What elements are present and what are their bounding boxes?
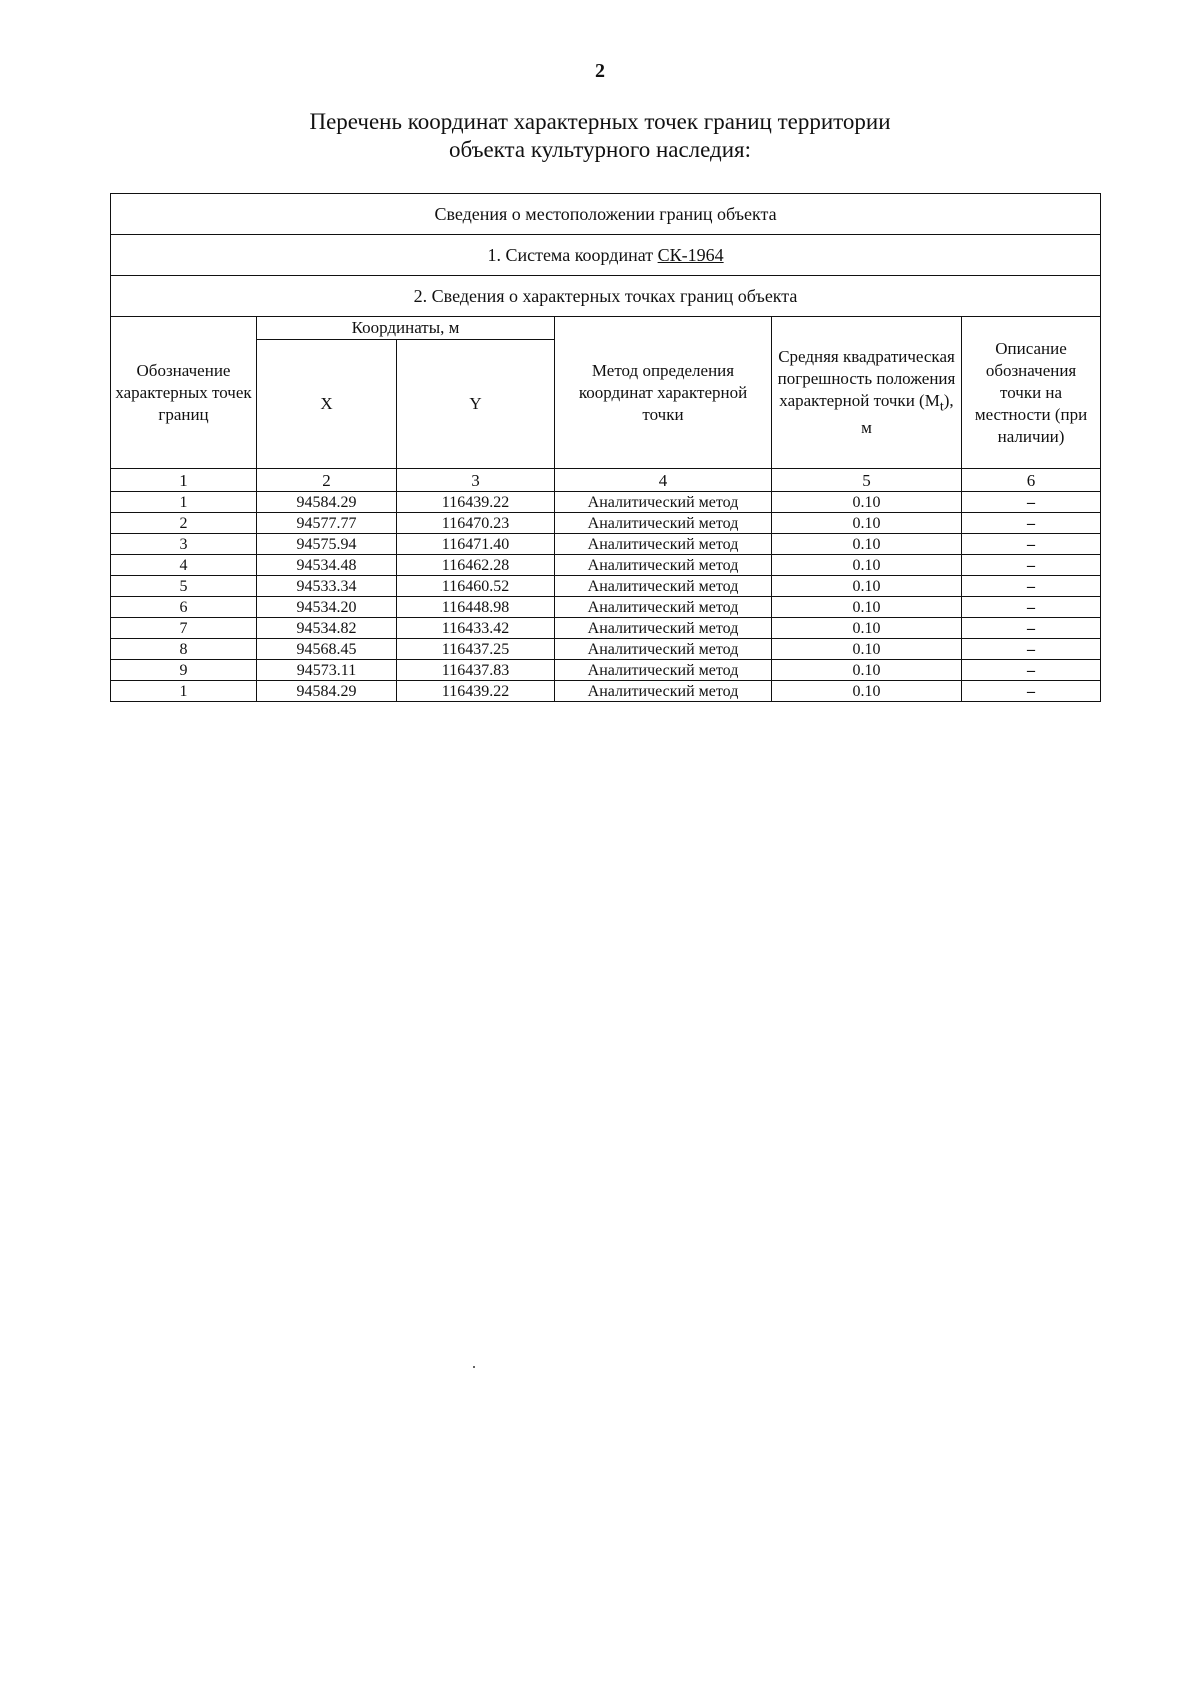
column-header-method: Метод определения координат характерной точки (555, 317, 772, 469)
cell-description: – (962, 555, 1101, 576)
cell-description: – (962, 513, 1101, 534)
cell-y: 116470.23 (397, 513, 555, 534)
cell-method: Аналитический метод (555, 555, 772, 576)
cell-point: 1 (111, 681, 257, 702)
cell-method: Аналитический метод (555, 513, 772, 534)
table-row (111, 555, 1101, 576)
cell-x: 94584.29 (257, 492, 397, 513)
column-header-designation: Обозначение характерных точек границ (111, 317, 257, 469)
cell-error: 0.10 (772, 555, 962, 576)
cell-description: – (962, 618, 1101, 639)
document-title-line-1: Перечень координат характерных точек границ территории (309, 109, 891, 134)
cell-description: – (962, 492, 1101, 513)
coord-system-cell (111, 235, 1101, 276)
cell-point: 4 (111, 555, 257, 576)
cell-method: Аналитический метод (555, 681, 772, 702)
column-numbers-row (111, 469, 1101, 492)
table-row (111, 492, 1101, 513)
coord-system-value: СК-1964 (657, 244, 724, 265)
cell-x: 94534.48 (257, 555, 397, 576)
cell-y: 116460.52 (397, 576, 555, 597)
cell-error: 0.10 (772, 681, 962, 702)
cell-y: 116471.40 (397, 534, 555, 555)
cell-method: Аналитический метод (555, 534, 772, 555)
cell-y: 116462.28 (397, 555, 555, 576)
cell-error: 0.10 (772, 660, 962, 681)
cell-error: 0.10 (772, 492, 962, 513)
column-number: 6 (962, 469, 1101, 492)
table-row (111, 513, 1101, 534)
coord-system-label: 1. Система координат (487, 244, 658, 265)
column-header-y: Y (397, 340, 555, 469)
cell-y: 116448.98 (397, 597, 555, 618)
column-number: 5 (772, 469, 962, 492)
coordinates-table (110, 193, 1101, 702)
column-header-description: Описание обозначения точки на местности (при наличии) (962, 317, 1101, 469)
cell-description: – (962, 597, 1101, 618)
cell-point: 3 (111, 534, 257, 555)
cell-error: 0.10 (772, 639, 962, 660)
cell-error: 0.10 (772, 576, 962, 597)
table-row (111, 639, 1101, 660)
error-header-subscript: t (939, 398, 944, 415)
cell-error: 0.10 (772, 618, 962, 639)
cell-y: 116439.22 (397, 681, 555, 702)
cell-y: 116433.42 (397, 618, 555, 639)
column-number: 4 (555, 469, 772, 492)
cell-x: 94534.82 (257, 618, 397, 639)
cell-description: – (962, 534, 1101, 555)
cell-x: 94575.94 (257, 534, 397, 555)
document-title (0, 108, 1200, 164)
cell-method: Аналитический метод (555, 576, 772, 597)
page-number: 2 (595, 60, 605, 82)
cell-method: Аналитический метод (555, 618, 772, 639)
error-header-main: Средняя квадратическая погрешность положения характерной точки (M (777, 346, 956, 410)
column-header-x: X (257, 340, 397, 469)
table-row (111, 660, 1101, 681)
error-header-unit: ), м (861, 390, 954, 438)
cell-method: Аналитический метод (555, 639, 772, 660)
cell-y: 116439.22 (397, 492, 555, 513)
cell-x: 94568.45 (257, 639, 397, 660)
table-row (111, 618, 1101, 639)
cell-error: 0.10 (772, 534, 962, 555)
table-row (111, 597, 1101, 618)
cell-point: 2 (111, 513, 257, 534)
table-row (111, 534, 1101, 555)
cell-x: 94534.20 (257, 597, 397, 618)
cell-point: 1 (111, 492, 257, 513)
table-row (111, 576, 1101, 597)
cell-point: 5 (111, 576, 257, 597)
cell-method: Аналитический метод (555, 660, 772, 681)
scan-speck (473, 1366, 475, 1368)
cell-error: 0.10 (772, 597, 962, 618)
cell-description: – (962, 681, 1101, 702)
cell-description: – (962, 639, 1101, 660)
cell-x: 94573.11 (257, 660, 397, 681)
table-row (111, 681, 1101, 702)
cell-method: Аналитический метод (555, 492, 772, 513)
cell-point: 8 (111, 639, 257, 660)
cell-point: 9 (111, 660, 257, 681)
table-heading: Сведения о местоположении границ объекта (111, 194, 1101, 235)
cell-y: 116437.83 (397, 660, 555, 681)
document-title-line-2: объекта культурного наследия: (448, 137, 752, 162)
column-header-coordinates: Координаты, м (257, 317, 555, 340)
points-heading: 2. Сведения о характерных точках границ объекта (111, 276, 1101, 317)
cell-x: 94577.77 (257, 513, 397, 534)
cell-description: – (962, 576, 1101, 597)
cell-point: 6 (111, 597, 257, 618)
cell-description: – (962, 660, 1101, 681)
column-number: 3 (397, 469, 555, 492)
cell-method: Аналитический метод (555, 597, 772, 618)
cell-x: 94533.34 (257, 576, 397, 597)
column-header-error (772, 317, 962, 469)
cell-error: 0.10 (772, 513, 962, 534)
cell-x: 94584.29 (257, 681, 397, 702)
column-number: 2 (257, 469, 397, 492)
cell-point: 7 (111, 618, 257, 639)
column-number: 1 (111, 469, 257, 492)
cell-y: 116437.25 (397, 639, 555, 660)
